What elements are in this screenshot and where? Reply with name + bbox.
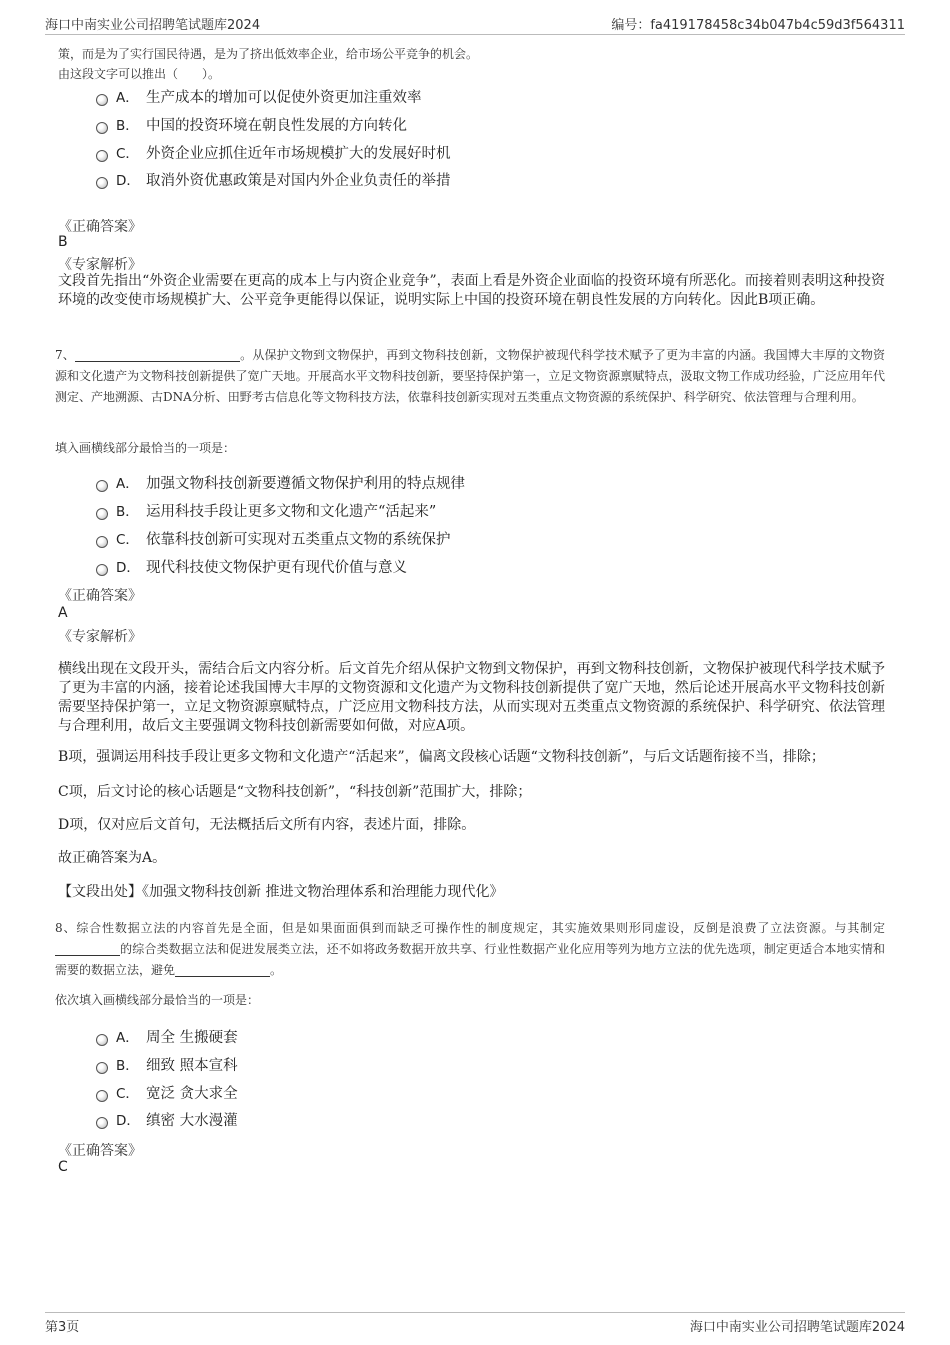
q8-option-c[interactable]: C． 宽泛 贪大求全 [96, 1084, 238, 1104]
q6-option-d[interactable]: D． 取消外资优惠政策是对国内外企业负责任的举措 [96, 171, 451, 191]
page-footer [45, 1312, 905, 1333]
footer-title: 海口中南实业公司招聘笔试题库2024 [689, 1320, 905, 1335]
radio-icon[interactable] [96, 94, 108, 106]
q8-answer-label: 《正确答案》 [58, 1143, 142, 1159]
radio-icon[interactable] [96, 1117, 108, 1129]
q7-stem: 7、 。从保护文物到文物保护，再到文物科技创新，文物保护被现代科学技术赋予了更为丰富的内涵。我国博大丰厚的文物资源和文化遗产为文物科技创新提供了宽广天地。开展高水平文物科技创新，要坚持保护第一，立足文物资源禀赋特点，汲取文物工作成功经验，广泛应用年代测定、产地溯源、古DNA分析、田野考古信息化等文物科技方法，依靠科技创新实现对五类重点文物资源的系统保护、科学研究、依法管理与合理利用。 [55, 348, 885, 404]
radio-icon[interactable] [96, 508, 108, 520]
q8-option-b[interactable]: B． 细致 照本宣科 [96, 1056, 238, 1076]
q7-source: 【文段出处】《加强文物科技创新 推进文物治理体系和治理能力现代化》 [58, 884, 504, 900]
q7-analysis-paragraph: 横线出现在文段开头，需结合后文内容分析。后文首先介绍从保护文物到文物保护，再到文物科技创新，文物保护被现代科学技术赋予了更为丰富的内涵，接着论述我国博大丰厚的文物资源和文化遗产为文物科技创新提供了宽广天地，然后论述开展高水平文物科技创新需要坚持保护第一，立足文物资源禀赋特点，广泛应用文物科技方法，从而实现对五类重点文物资源的系统保护、科学研究、依法管理与合理利用，故后文主要强调文物科技创新需要如何做，对应A项。 [58, 661, 885, 734]
q8-stem: 8、综合性数据立法的内容首先是全面，但是如果面面俱到而缺乏可操作性的制度规定，其实施效果则形同虚设，反倒是浪费了立法资源。与其制定的综合类数据立法和促进发展类立法，还不如将政务数据开放共享、行业性数据产业化应用等列为地方立法的优先选项，制定更适合本地实情和需要的数据立法，避免 。 [55, 921, 885, 977]
radio-icon[interactable] [96, 480, 108, 492]
document-id: 编号：fa419178458c34b047b4c59d3f564311 [611, 18, 905, 33]
radio-icon[interactable] [96, 122, 108, 134]
q8-answer: C [58, 1159, 68, 1175]
q6-option-c[interactable]: C． 外资企业应抓住近年市场规模扩大的发展好时机 [96, 144, 451, 164]
q7-option-c[interactable]: C． 依靠科技创新可实现对五类重点文物的系统保护 [96, 530, 451, 550]
radio-icon[interactable] [96, 1090, 108, 1102]
q8-blank-1 [55, 941, 120, 956]
radio-icon[interactable] [96, 1034, 108, 1046]
q6-option-a[interactable]: A． 生产成本的增加可以促使外资更加注重效率 [96, 88, 422, 108]
q8-blank-2 [175, 962, 270, 977]
page-header [45, 14, 905, 35]
q8-prompt: 依次填入画横线部分最恰当的一项是： [55, 993, 260, 1007]
q7-option-b[interactable]: B． 运用科技手段让更多文物和文化遗产“活起来” [96, 502, 436, 522]
q7-blank [75, 347, 240, 362]
header-title: 海口中南实业公司招聘笔试题库2024 [45, 18, 261, 33]
radio-icon[interactable] [96, 536, 108, 548]
q7-option-a[interactable]: A． 加强文物科技创新要遵循文物保护利用的特点规律 [96, 474, 465, 494]
q7-analysis-b: B项，强调运用科技手段让更多文物和文化遗产“活起来”，偏离文段核心话题“文物科技创新”，与后文话题衔接不当，排除； [58, 749, 825, 765]
q7-analysis-c: C项，后文讨论的核心话题是“文物科技创新”，“科技创新”范围扩大，排除； [58, 784, 532, 800]
page-number: 第3页 [45, 1320, 80, 1335]
q8-option-a[interactable]: A． 周全 生搬硬套 [96, 1028, 238, 1048]
q7-analysis-d: D项，仅对应后文首句，无法概括后文所有内容，表述片面，排除。 [58, 817, 476, 833]
q7-answer: A [58, 605, 68, 621]
q8-option-d[interactable]: D． 缜密 大水漫灌 [96, 1111, 238, 1131]
q7-answer-label: 《正确答案》 [58, 588, 142, 604]
q7-prompt: 填入画横线部分最恰当的一项是： [55, 441, 236, 455]
q7-analysis-label: 《专家解析》 [58, 629, 142, 645]
radio-icon[interactable] [96, 564, 108, 576]
q6-answer: B [58, 234, 68, 250]
radio-icon[interactable] [96, 150, 108, 162]
q6-stem-tail: 策，而是为了实行国民待遇，是为了挤出低效率企业，给市场公平竞争的机会。 [58, 47, 479, 61]
q6-analysis-label: 《专家解析》 [58, 257, 142, 273]
q6-question: 由这段文字可以推出（ ）。 [58, 67, 221, 81]
q7-analysis-conclusion: 故正确答案为A。 [58, 850, 167, 866]
q6-answer-label: 《正确答案》 [58, 219, 142, 235]
radio-icon[interactable] [96, 177, 108, 189]
q6-option-b[interactable]: B． 中国的投资环境在朝良性发展的方向转化 [96, 116, 407, 136]
q7-option-d[interactable]: D． 现代科技使文物保护更有现代价值与意义 [96, 558, 407, 578]
radio-icon[interactable] [96, 1062, 108, 1074]
q6-analysis: 文段首先指出“外资企业需要在更高的成本上与内资企业竞争”，表面上看是外资企业面临的投资环境有所恶化。而接着则表明这种投资环境的改变使市场规模扩大、公平竞争更能得以保证，说明实际上中国的投资环境在朝良性发展的方向转化。因此B项正确。 [58, 273, 885, 308]
